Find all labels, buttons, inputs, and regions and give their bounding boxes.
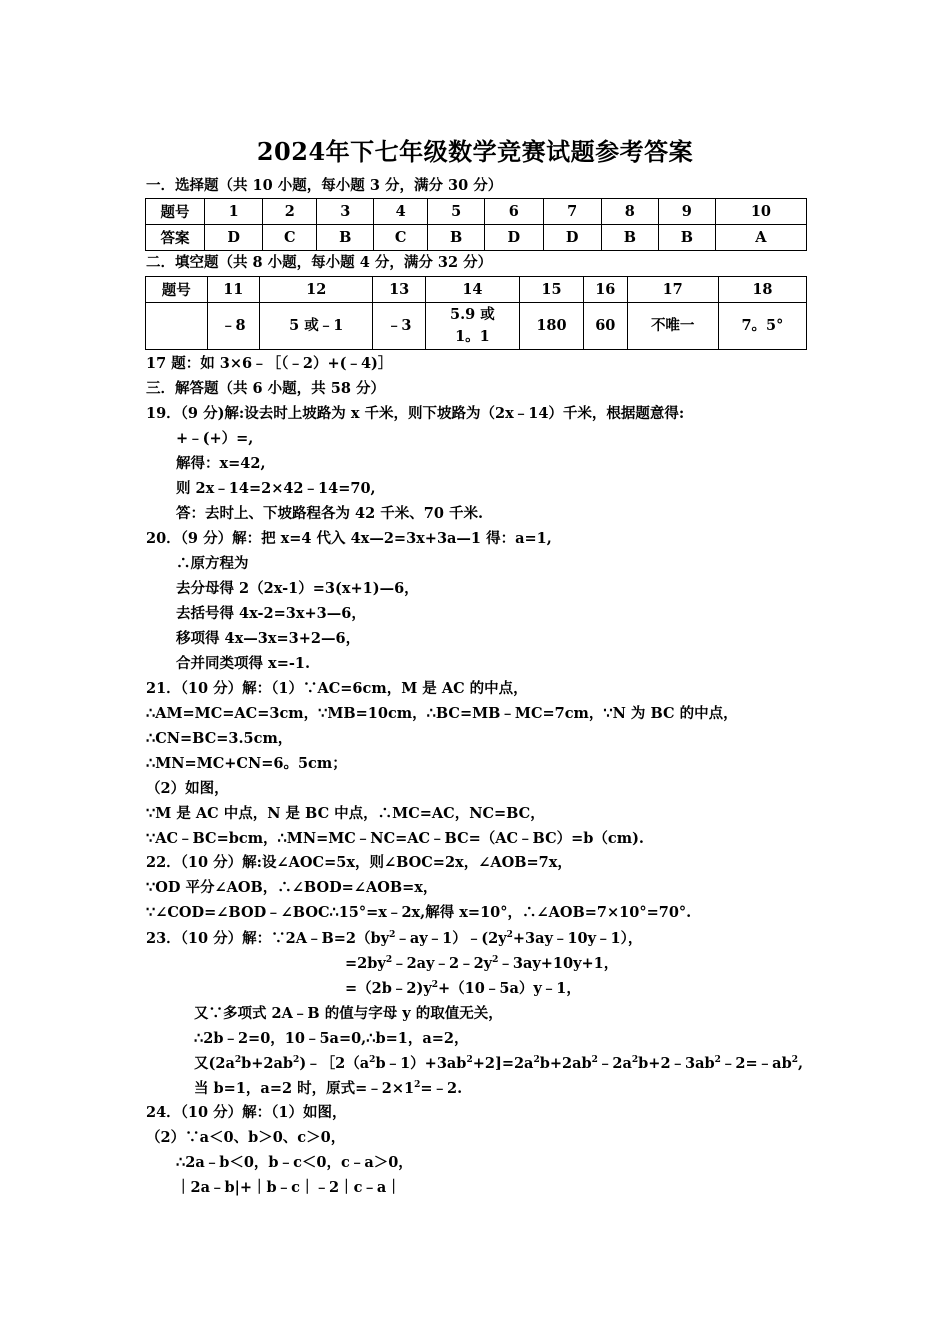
table-row [146,225,807,251]
q19-line: 答：去时上、下坡路程各为 42 千米、70 千米. [176,505,484,522]
table-cell: 答案 [146,225,205,251]
q21-line: （2）如图， [146,780,229,797]
section1-heading: 一．选择题（共 10 小题，每小题 3 分，满分 30 分） [146,177,503,194]
table-cell: 6 [485,199,543,225]
q22-line: 22．（10 分）解:设∠AOC=5x，则∠BOC=2x，∠AOB=7x， [146,854,572,871]
q24-line: 24．（10 分）解：（1）如图， [146,1104,347,1121]
table-cell: B [317,225,374,251]
note-17: 17 题：如 3×6﹣［（﹣2）+(﹣4)］ [146,355,393,372]
answer-14-line1: 5.9 或 [450,306,495,323]
q23-line-2: $=2by^2﹣2ay﹣2﹣2y^2﹣3ay+10y+1$， [345,955,619,972]
q21-line: ∴CN=BC=3.5cm， [146,730,293,747]
table-cell: 2 [263,199,317,225]
fill-answer-table [145,276,807,350]
table-cell: D [485,225,543,251]
table-cell: 60 [584,303,627,350]
q20-line: 20．（9 分）解：把 x=4 代入 4x—2=3x+3a—1 得：a=1, [146,530,552,547]
table-cell: B [428,225,485,251]
section2-heading: 二．填空题（共 8 小题，每小题 4 分，满分 32 分） [146,254,493,271]
table-cell: B [658,225,715,251]
table-cell: 不唯一 [627,303,718,350]
q23-line-7: 当 b=1，a=2 时，原式$=﹣2\times 1^2=﹣2$. [194,1080,463,1097]
table-cell: ﹣3 [373,303,426,350]
table-cell: 12 [260,277,373,303]
q19-line: 19．（9 分)解:设去时上坡路为 x 千米，则下坡路为（2x﹣14）千米，根据题意得: [146,405,685,422]
table-cell: 5 或﹣1 [260,303,373,350]
section3-heading: 三．解答题（共 6 小题，共 58 分） [146,380,385,397]
table-row [146,277,807,303]
q24-line: （2）∵a＜0、b＞0、c＞0， [146,1129,346,1146]
table-cell: 180 [519,303,583,350]
table-cell: 18 [718,277,806,303]
q23-line-6: 又$(2a^2b+2ab^2)﹣[2(a^2b﹣1)+3ab^2+2]=2a^2b+2ab^2﹣2a^2b+2﹣3ab^2﹣2=﹣ab^2$, [194,1055,804,1072]
table-cell: D [205,225,263,251]
q24-line: ∴2a﹣b＜0，b﹣c＜0，c﹣a＞0， [176,1154,413,1171]
q22-line: ∵∠COD=∠BOD﹣∠BOC∴15°=x﹣2x,解得 x=10°，∴∠AOB=7×10°=70°. [146,904,692,921]
table-cell: B [601,225,658,251]
q21-line: ∵M 是 AC 中点，N 是 BC 中点，∴MC=AC，NC=BC， [146,805,545,822]
table-cell: 3 [317,199,374,225]
table-cell: 11 [207,277,260,303]
table-row [146,199,807,225]
q22-line: ∵OD 平分∠AOB，∴∠BOD=∠AOB=x， [146,879,438,896]
table-cell: 14 [425,277,519,303]
q21-line: ∴MN=MC+CN=6。5cm； [146,755,347,772]
table-cell: 7 [543,199,601,225]
table-cell: ﹣8 [207,303,260,350]
q20-line: ∴原方程为 [176,555,249,572]
q23-line-3: $=(2b﹣2)y^2+(10﹣5a)y﹣1$， [345,980,581,997]
q24-line: ｜2a﹣b|+｜b﹣c｜﹣2｜c﹣a｜ [176,1179,401,1196]
q23-line-5: ∴2b﹣2=0，10﹣5a=0,∴b=1，a=2， [194,1030,469,1047]
table-cell: C [263,225,317,251]
table-cell: 13 [373,277,426,303]
q21-line: ∴AM=MC=AC=3cm，∵MB=10cm，∴BC=MB﹣MC=7cm，∵N 为 BC 的中点， [146,705,738,722]
table-cell: 7。5° [718,303,806,350]
table-cell: 题号 [146,199,205,225]
table-cell: 8 [601,199,658,225]
table-cell: 10 [715,199,806,225]
q23-line-4: 又∵多项式 2A﹣B 的值与字母 y 的取值无关， [194,1005,503,1022]
table-cell [146,303,208,350]
table-cell: A [715,225,806,251]
choice-answer-table [145,198,807,251]
q19-line: +﹣(+）=, [176,430,254,447]
table-cell: 17 [627,277,718,303]
table-cell: 9 [658,199,715,225]
q19-line: 则 2x﹣14=2×42﹣14=70, [176,480,376,497]
q23-line-1: 23．（10 分）解：$\because 2A﹣B=2(by^2﹣ay﹣1)﹣(2y^2+3ay﹣10y﹣1)$， [146,930,643,947]
q20-line: 去分母得 2（2x-1）=3(x+1)—6， [176,580,419,597]
table-cell: 5 [428,199,485,225]
table-cell: 题号 [146,277,208,303]
q21-line: 21．（10 分）解：（1）∵AC=6cm，M 是 AC 的中点， [146,680,528,697]
q20-line: 去括号得 4x-2=3x+3—6， [176,605,366,622]
table-cell [425,303,519,350]
table-cell: D [543,225,601,251]
table-cell: 15 [519,277,583,303]
q19-line: 解得：x=42, [176,455,266,472]
page-title: 2024年下七年级数学竞赛试题参考答案 [256,137,694,166]
table-cell: 4 [374,199,428,225]
q20-line: 移项得 4x—3x=3+2—6， [176,630,361,647]
table-cell: 16 [584,277,627,303]
answer-14-line2: 1。1 [455,328,490,345]
table-row [146,303,807,350]
table-cell: C [374,225,428,251]
q20-line: 合并同类项得 x=-1. [176,655,310,672]
table-cell: 1 [205,199,263,225]
q21-line: ∵AC﹣BC=bcm，∴MN=MC﹣NC=AC﹣BC=（AC﹣BC）=b（cm). [146,830,644,847]
